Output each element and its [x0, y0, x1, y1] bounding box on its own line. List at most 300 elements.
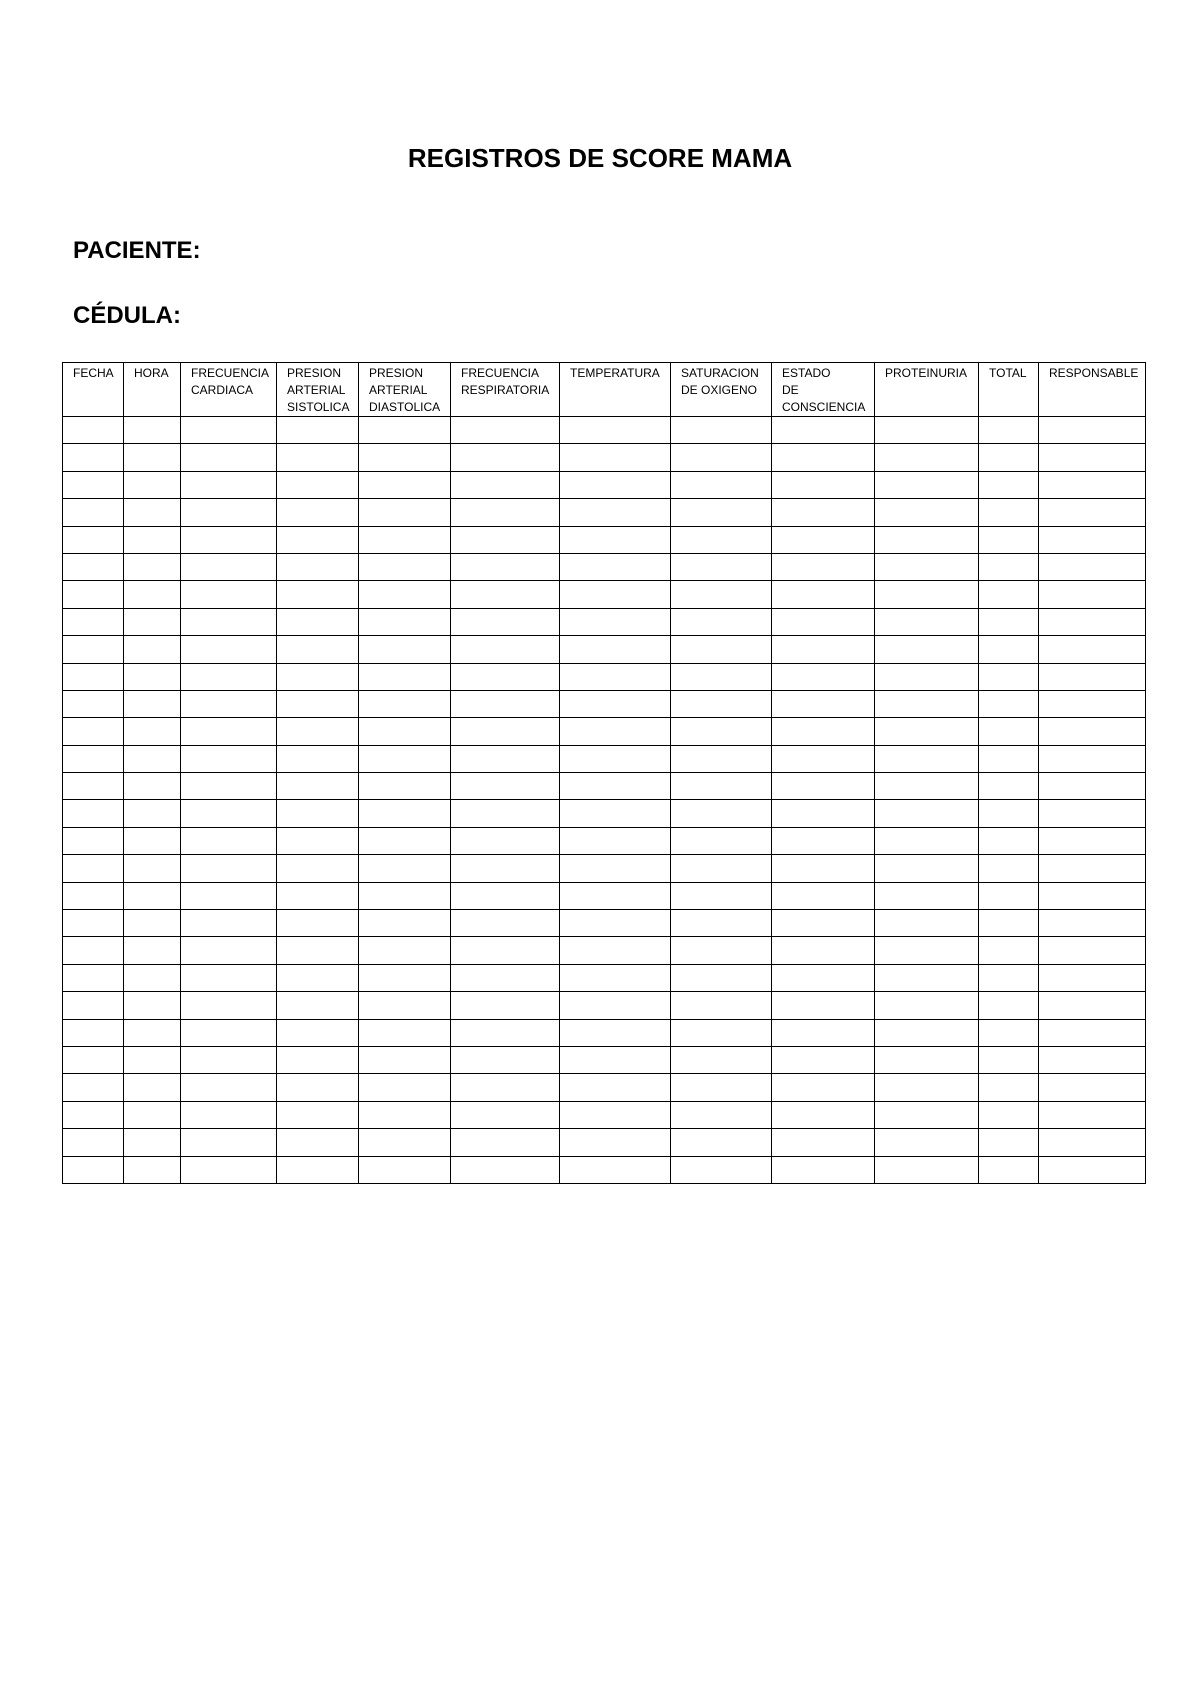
table-cell: [359, 471, 451, 498]
table-cell: [359, 827, 451, 854]
table-cell: [979, 992, 1039, 1019]
table-cell: [277, 444, 359, 471]
table-cell: [63, 1074, 124, 1101]
table-cell: [451, 1046, 560, 1073]
table-cell: [979, 882, 1039, 909]
table-cell: [560, 800, 671, 827]
table-cell: [63, 718, 124, 745]
table-cell: [451, 910, 560, 937]
table-cell: [359, 937, 451, 964]
table-cell: [979, 1074, 1039, 1101]
table-cell: [451, 800, 560, 827]
table-cell: [63, 910, 124, 937]
table-cell: [772, 1019, 875, 1046]
table-cell: [671, 690, 772, 717]
table-cell: [124, 636, 181, 663]
table-cell: [875, 937, 979, 964]
table-cell: [979, 1129, 1039, 1156]
table-cell: [772, 1074, 875, 1101]
table-cell: [277, 663, 359, 690]
table-cell: [359, 553, 451, 580]
table-cell: [124, 553, 181, 580]
table-cell: [359, 499, 451, 526]
table-cell: [1039, 499, 1146, 526]
table-cell: [1039, 1019, 1146, 1046]
table-row: [63, 773, 1146, 800]
table-cell: [451, 1074, 560, 1101]
table-cell: [772, 964, 875, 991]
table-cell: [671, 882, 772, 909]
table-cell: [277, 1019, 359, 1046]
table-cell: [979, 417, 1039, 444]
table-cell: [560, 718, 671, 745]
table-cell: [772, 553, 875, 580]
table-cell: [63, 581, 124, 608]
table-cell: [181, 417, 277, 444]
table-cell: [560, 745, 671, 772]
table-cell: [1039, 417, 1146, 444]
table-cell: [671, 773, 772, 800]
table-cell: [875, 992, 979, 1019]
table-cell: [63, 1101, 124, 1128]
table-cell: [277, 471, 359, 498]
table-cell: [671, 1019, 772, 1046]
table-cell: [875, 663, 979, 690]
score-record-table: [62, 362, 1146, 1184]
table-cell: [875, 1074, 979, 1101]
table-cell: [277, 964, 359, 991]
table-cell: [560, 827, 671, 854]
table-cell: [560, 471, 671, 498]
table-cell: [671, 663, 772, 690]
table-cell: [124, 827, 181, 854]
table-cell: [277, 526, 359, 553]
table-cell: [560, 855, 671, 882]
table-cell: [277, 499, 359, 526]
table-cell: [671, 718, 772, 745]
table-cell: [671, 553, 772, 580]
table-cell: [979, 690, 1039, 717]
table-row: [63, 855, 1146, 882]
table-cell: [359, 964, 451, 991]
table-cell: [181, 499, 277, 526]
table-cell: [875, 553, 979, 580]
table-header-row: [63, 363, 1146, 417]
table-cell: [979, 1101, 1039, 1128]
table-cell: [671, 526, 772, 553]
table-cell: [63, 1129, 124, 1156]
table-cell: [124, 526, 181, 553]
table-cell: [560, 444, 671, 471]
table-cell: [875, 581, 979, 608]
table-cell: [875, 471, 979, 498]
table-cell: [875, 526, 979, 553]
table-cell: [875, 636, 979, 663]
table-row: [63, 663, 1146, 690]
table-cell: [181, 937, 277, 964]
table-cell: [1039, 1101, 1146, 1128]
table-row: [63, 636, 1146, 663]
table-cell: [277, 636, 359, 663]
table-cell: [63, 800, 124, 827]
table-cell: [359, 800, 451, 827]
table-cell: [1039, 964, 1146, 991]
table-cell: [451, 827, 560, 854]
table-cell: [181, 910, 277, 937]
table-cell: [979, 499, 1039, 526]
table-cell: [451, 1101, 560, 1128]
table-cell: [63, 882, 124, 909]
table-cell: [875, 827, 979, 854]
table-cell: [560, 608, 671, 635]
table-cell: [772, 827, 875, 854]
table-cell: [772, 937, 875, 964]
table-cell: [451, 444, 560, 471]
table-cell: [63, 745, 124, 772]
table-row: [63, 499, 1146, 526]
table-cell: [772, 773, 875, 800]
table-cell: [277, 745, 359, 772]
table-cell: [63, 1019, 124, 1046]
column-header-systolic-pressure: PRESION ARTERIAL SISTOLICA: [277, 363, 359, 417]
table-cell: [181, 773, 277, 800]
table-cell: [979, 608, 1039, 635]
table-cell: [979, 1156, 1039, 1183]
table-cell: [181, 882, 277, 909]
table-row: [63, 608, 1146, 635]
table-cell: [63, 964, 124, 991]
table-cell: [671, 1129, 772, 1156]
table-cell: [277, 581, 359, 608]
table-cell: [181, 855, 277, 882]
table-cell: [671, 1156, 772, 1183]
table-cell: [124, 1129, 181, 1156]
table-cell: [1039, 910, 1146, 937]
column-header-date: FECHA: [63, 363, 124, 417]
table-row: [63, 444, 1146, 471]
table-row: [63, 690, 1146, 717]
table-cell: [979, 663, 1039, 690]
table-cell: [772, 581, 875, 608]
table-cell: [359, 992, 451, 1019]
table-cell: [875, 1046, 979, 1073]
table-cell: [875, 1019, 979, 1046]
table-cell: [1039, 718, 1146, 745]
table-cell: [772, 636, 875, 663]
table-cell: [181, 964, 277, 991]
table-cell: [181, 526, 277, 553]
table-cell: [671, 855, 772, 882]
table-cell: [560, 690, 671, 717]
table-cell: [451, 745, 560, 772]
table-cell: [560, 553, 671, 580]
table-cell: [277, 1101, 359, 1128]
table-cell: [772, 499, 875, 526]
table-cell: [124, 1101, 181, 1128]
table-cell: [671, 1101, 772, 1128]
table-cell: [451, 690, 560, 717]
table-cell: [63, 417, 124, 444]
table-cell: [560, 581, 671, 608]
table-cell: [181, 718, 277, 745]
table-cell: [875, 964, 979, 991]
table-cell: [979, 910, 1039, 937]
table-cell: [772, 663, 875, 690]
table-cell: [979, 964, 1039, 991]
table-cell: [671, 1046, 772, 1073]
table-row: [63, 718, 1146, 745]
table-cell: [772, 800, 875, 827]
table-cell: [979, 773, 1039, 800]
table-cell: [124, 773, 181, 800]
table-cell: [63, 992, 124, 1019]
table-cell: [560, 526, 671, 553]
table-cell: [277, 1074, 359, 1101]
table-cell: [560, 910, 671, 937]
table-cell: [560, 417, 671, 444]
table-cell: [1039, 444, 1146, 471]
table-cell: [277, 690, 359, 717]
table-cell: [181, 1074, 277, 1101]
table-cell: [124, 499, 181, 526]
table-row: [63, 910, 1146, 937]
table-cell: [277, 800, 359, 827]
table-cell: [181, 1156, 277, 1183]
table-cell: [1039, 1046, 1146, 1073]
table-cell: [277, 773, 359, 800]
table-cell: [1039, 745, 1146, 772]
table-cell: [979, 800, 1039, 827]
column-header-temperature: TEMPERATURA: [560, 363, 671, 417]
table-cell: [451, 718, 560, 745]
table-cell: [124, 608, 181, 635]
table-cell: [1039, 992, 1146, 1019]
table-cell: [63, 1156, 124, 1183]
table-row: [63, 1156, 1146, 1183]
table-cell: [359, 690, 451, 717]
table-cell: [979, 745, 1039, 772]
table-cell: [560, 882, 671, 909]
table-cell: [671, 827, 772, 854]
table-cell: [63, 553, 124, 580]
table-cell: [277, 1129, 359, 1156]
table-cell: [875, 690, 979, 717]
table-cell: [875, 745, 979, 772]
table-cell: [1039, 636, 1146, 663]
table-cell: [181, 800, 277, 827]
table-cell: [181, 1046, 277, 1073]
table-cell: [1039, 1156, 1146, 1183]
table-cell: [451, 663, 560, 690]
table-cell: [560, 1129, 671, 1156]
table-cell: [181, 745, 277, 772]
table-cell: [979, 1046, 1039, 1073]
table-cell: [124, 1156, 181, 1183]
table-cell: [772, 526, 875, 553]
table-cell: [277, 1046, 359, 1073]
table-cell: [772, 444, 875, 471]
table-cell: [451, 553, 560, 580]
column-header-respiratory-rate: FRECUENCIA RESPIRATORIA: [451, 363, 560, 417]
table-cell: [979, 444, 1039, 471]
table-cell: [1039, 581, 1146, 608]
table-cell: [63, 827, 124, 854]
table-cell: [451, 855, 560, 882]
table-cell: [671, 471, 772, 498]
table-cell: [124, 1019, 181, 1046]
table-row: [63, 1019, 1146, 1046]
table-cell: [979, 471, 1039, 498]
table-cell: [772, 690, 875, 717]
table-cell: [451, 882, 560, 909]
table-cell: [1039, 800, 1146, 827]
table-cell: [63, 937, 124, 964]
table-cell: [277, 910, 359, 937]
table-row: [63, 1074, 1146, 1101]
column-header-heart-rate: FRECUENCIA CARDIACA: [181, 363, 277, 417]
table-cell: [560, 1101, 671, 1128]
table-cell: [63, 690, 124, 717]
table-cell: [124, 690, 181, 717]
table-row: [63, 417, 1146, 444]
table-cell: [671, 1074, 772, 1101]
table-cell: [359, 1101, 451, 1128]
table-cell: [63, 663, 124, 690]
table-cell: [772, 718, 875, 745]
table-cell: [181, 992, 277, 1019]
table-cell: [277, 827, 359, 854]
table-cell: [1039, 827, 1146, 854]
table-cell: [1039, 773, 1146, 800]
table-cell: [277, 1156, 359, 1183]
table-cell: [451, 581, 560, 608]
table-cell: [277, 608, 359, 635]
table-cell: [979, 553, 1039, 580]
table-cell: [359, 1156, 451, 1183]
table-cell: [181, 636, 277, 663]
table-cell: [63, 608, 124, 635]
table-cell: [875, 718, 979, 745]
table-cell: [277, 992, 359, 1019]
table-cell: [63, 636, 124, 663]
table-cell: [359, 444, 451, 471]
table-row: [63, 581, 1146, 608]
table-cell: [979, 526, 1039, 553]
table-cell: [560, 1019, 671, 1046]
table-row: [63, 745, 1146, 772]
table-cell: [560, 636, 671, 663]
table-cell: [979, 827, 1039, 854]
table-cell: [772, 471, 875, 498]
table-cell: [671, 937, 772, 964]
table-cell: [277, 937, 359, 964]
table-cell: [451, 992, 560, 1019]
table-row: [63, 1046, 1146, 1073]
table-cell: [875, 608, 979, 635]
table-cell: [451, 937, 560, 964]
table-cell: [181, 608, 277, 635]
table-cell: [359, 718, 451, 745]
table-cell: [124, 745, 181, 772]
table-cell: [359, 1074, 451, 1101]
table-cell: [772, 992, 875, 1019]
table-row: [63, 1101, 1146, 1128]
table-row: [63, 800, 1146, 827]
column-header-time: HORA: [124, 363, 181, 417]
table-row: [63, 937, 1146, 964]
column-header-diastolic-pressure: PRESION ARTERIAL DIASTOLICA: [359, 363, 451, 417]
table-cell: [181, 663, 277, 690]
table-cell: [560, 964, 671, 991]
table-cell: [124, 417, 181, 444]
table-cell: [671, 581, 772, 608]
table-cell: [359, 581, 451, 608]
table-row: [63, 882, 1146, 909]
table-cell: [875, 1101, 979, 1128]
table-cell: [671, 499, 772, 526]
table-cell: [124, 1074, 181, 1101]
table-cell: [979, 1019, 1039, 1046]
table-cell: [979, 581, 1039, 608]
patient-label: PACIENTE:: [73, 237, 201, 264]
table-cell: [124, 964, 181, 991]
table-cell: [359, 1019, 451, 1046]
table-cell: [875, 444, 979, 471]
table-cell: [63, 471, 124, 498]
table-cell: [124, 882, 181, 909]
table-cell: [277, 417, 359, 444]
table-cell: [277, 855, 359, 882]
table-row: [63, 827, 1146, 854]
table-cell: [124, 663, 181, 690]
table-cell: [63, 855, 124, 882]
table-cell: [181, 553, 277, 580]
table-cell: [451, 608, 560, 635]
table-cell: [359, 773, 451, 800]
table-cell: [124, 855, 181, 882]
table-cell: [181, 690, 277, 717]
table-cell: [359, 910, 451, 937]
table-cell: [359, 1129, 451, 1156]
table-cell: [875, 417, 979, 444]
table-cell: [359, 745, 451, 772]
table-cell: [63, 1046, 124, 1073]
table-cell: [772, 1101, 875, 1128]
table-cell: [1039, 553, 1146, 580]
column-header-proteinuria: PROTEINURIA: [875, 363, 979, 417]
table-row: [63, 553, 1146, 580]
column-header-total: TOTAL: [979, 363, 1039, 417]
table-cell: [359, 663, 451, 690]
table-cell: [772, 417, 875, 444]
column-header-consciousness: ESTADO DE CONSCIENCIA: [772, 363, 875, 417]
table-cell: [875, 1156, 979, 1183]
table-row: [63, 1129, 1146, 1156]
table-cell: [451, 636, 560, 663]
table-cell: [560, 773, 671, 800]
table-cell: [359, 1046, 451, 1073]
table-cell: [875, 1129, 979, 1156]
table-cell: [979, 937, 1039, 964]
table-cell: [181, 581, 277, 608]
table-cell: [181, 471, 277, 498]
table-cell: [772, 855, 875, 882]
table-cell: [1039, 882, 1146, 909]
table-cell: [181, 1019, 277, 1046]
table-row: [63, 992, 1146, 1019]
table-cell: [560, 1046, 671, 1073]
table-cell: [359, 608, 451, 635]
